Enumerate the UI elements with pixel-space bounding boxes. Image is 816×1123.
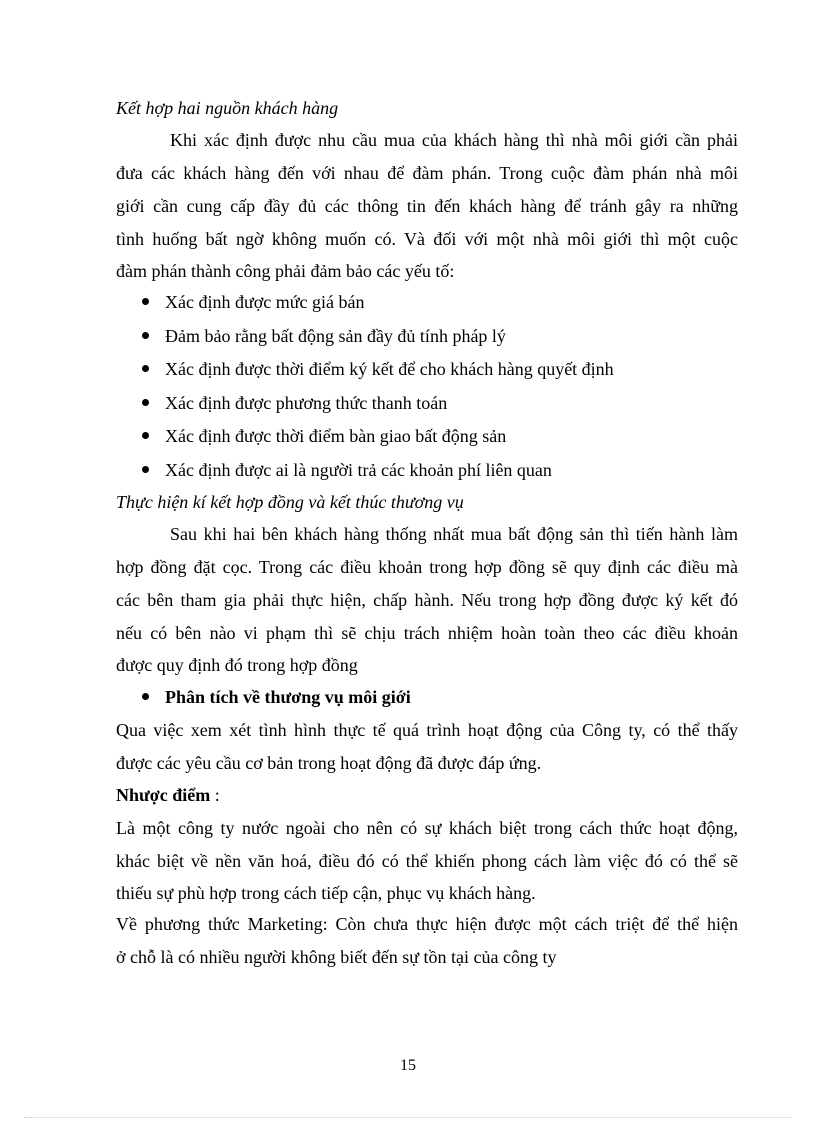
paragraph-line: tình huống bất ngờ không muốn có. Và đối với một nhà môi giới thì một cuộc [116, 229, 738, 249]
list-item: Xác định được mức giá bán [165, 292, 365, 312]
list-item: Xác định được phương thức thanh toán [165, 393, 448, 413]
bullet-dot [142, 693, 149, 700]
paragraph-line: Sau khi hai bên khách hàng thống nhất mua bất động sản thì tiến hành làm [170, 524, 738, 544]
page-bottom-border [24, 1117, 792, 1118]
bullet-dot [142, 365, 149, 372]
paragraph-line: giới cần cung cấp đầy đủ các thông tin đến khách hàng để tránh gây ra những [116, 196, 738, 216]
bullet-dot [142, 399, 149, 406]
page-number: 15 [400, 1057, 416, 1074]
paragraph-line: Khi xác định được nhu cầu mua của khách hàng thì nhà môi giới cần phải [170, 130, 738, 150]
paragraph-line: hợp đồng đặt cọc. Trong các điều khoản trong hợp đồng sẽ quy định các điều mà [116, 557, 738, 577]
paragraph-line: thiếu sự phù hợp trong cách tiếp cận, phục vụ khách hàng. [116, 883, 536, 903]
weakness-colon: : [210, 785, 220, 805]
bullet-dot [142, 332, 149, 339]
section-heading-combine-customers: Kết hợp hai nguồn khách hàng [116, 98, 339, 118]
paragraph-line: ở chỗ là có nhiều người không biết đến sự tồn tại của công ty [116, 947, 557, 967]
section-heading-contract-signing: Thực hiện kí kết hợp đồng và kết thúc thương vụ [116, 492, 464, 512]
paragraph-line: được các yêu cầu cơ bản trong hoạt động đã được đáp ứng. [116, 753, 542, 773]
paragraph-line: Là một công ty nước ngoài cho nên có sự khách biệt trong cách thức hoạt động, [116, 818, 738, 838]
paragraph-line: khác biệt về nền văn hoá, điều đó có thể khiến phong cách làm việc đó có thể sẽ [116, 851, 738, 871]
bullet-dot [142, 298, 149, 305]
bullet-dot [142, 466, 149, 473]
paragraph-line: đàm phán thành công phải đảm bảo các yếu tố: [116, 261, 455, 281]
paragraph-line: đưa các khách hàng đến với nhau để đàm phán. Trong cuộc đàm phán nhà môi [116, 163, 738, 183]
list-item: Xác định được thời điểm ký kết để cho khách hàng quyết định [165, 359, 614, 379]
bullet-dot [142, 432, 149, 439]
paragraph-line: Về phương thức Marketing: Còn chưa thực hiện được một cách triệt để thể hiện [116, 914, 738, 934]
paragraph-line: nếu có bên nào vi phạm thì sẽ chịu trách nhiệm hoàn toàn theo các điều khoản [116, 623, 738, 643]
list-item: Xác định được thời điểm bàn giao bất động sản [165, 426, 507, 446]
paragraph-line: được quy định đó trong hợp đồng [116, 655, 358, 675]
list-item: Đảm bảo rằng bất động sản đầy đủ tính pháp lý [165, 326, 506, 346]
paragraph-line: các bên tham gia phải thực hiện, chấp hành. Nếu trong hợp đồng được ký kết đó [116, 590, 738, 610]
list-item: Xác định được ai là người trả các khoản phí liên quan [165, 460, 552, 480]
weakness-heading [116, 784, 220, 806]
weakness-label: Nhược điểm [116, 785, 211, 805]
bold-bullet-heading: Phân tích về thương vụ môi giới [165, 687, 411, 707]
paragraph-line: Qua việc xem xét tình hình thực tế quá trình hoạt động của Công ty, có thể thấy [116, 720, 738, 740]
